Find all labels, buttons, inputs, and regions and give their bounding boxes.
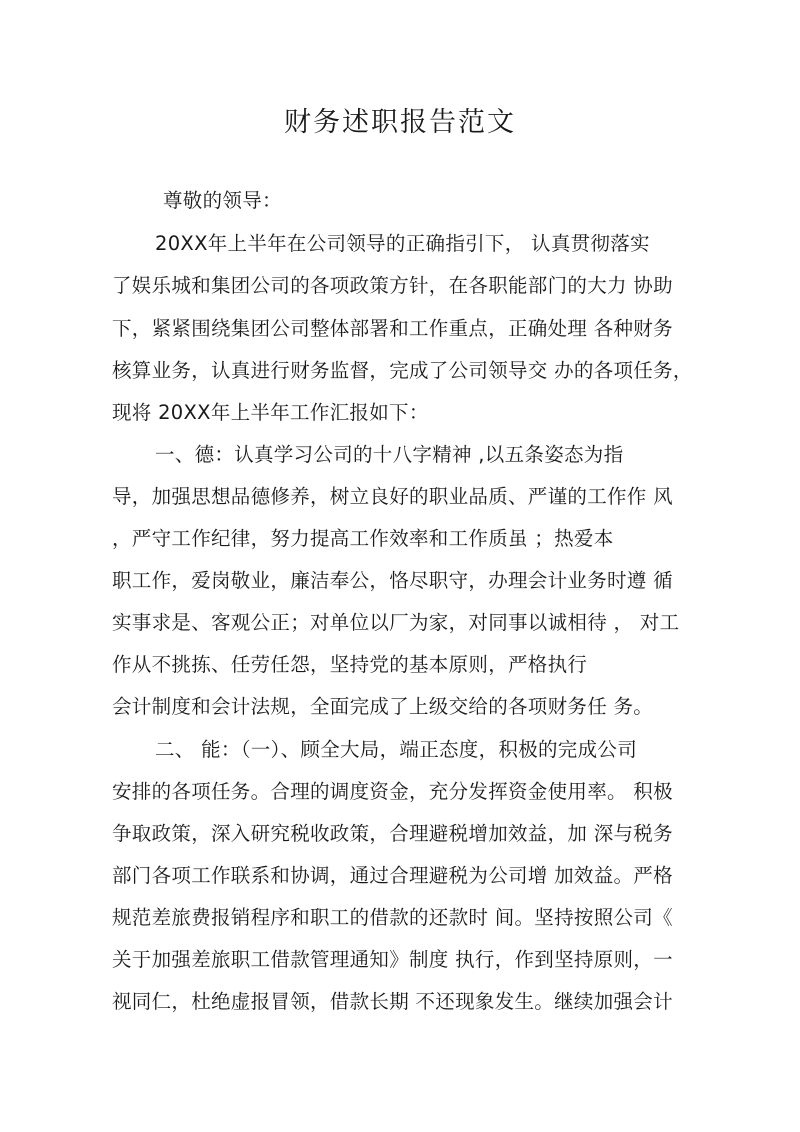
paragraph-line: 二、 能：（一）、顾全大局，端正态度，积极的完成公司 — [155, 738, 637, 761]
paragraph-line: 下，紧紧围绕集团公司整体部署和工作重点，正确处理 各种财务 — [112, 317, 673, 340]
paragraph-line: 核算业务，认真进行财务监督，完成了公司领导交 办的各项任务， — [112, 359, 693, 382]
paragraph-line: 安排的各项任务。合理的调度资金，充分发挥资金使用率。 积极 — [112, 780, 673, 803]
paragraph-line: 实事求是、客观公正；对单位以厂为家，对同事以诚相待 ， 对工 — [112, 611, 680, 634]
paragraph-line: 一、德：认真学习公司的十八字精神 ,以五条姿态为指 — [155, 443, 624, 466]
paragraph-line: 争取政策，深入研究税收政策，合理避税增加效益，加 深与税务 — [112, 822, 673, 845]
paragraph-line: 现将 20XX年上半年工作汇报如下： — [112, 401, 429, 424]
paragraph-line: 视同仁，杜绝虚报冒领，借款长期 不还现象发生。继续加强会计 — [112, 990, 673, 1013]
document-title: 财务述职报告范文 — [284, 107, 516, 138]
salutation-line: 尊敬的领导： — [163, 189, 282, 212]
paragraph-line: ，严守工作纪律，努力提高工作效率和工作质虽 ；热爱本 — [112, 527, 614, 550]
paragraph-line: 会计制度和会计法规，全面完成了上级交给的各项财务任 务。 — [112, 695, 654, 718]
paragraph-line: 作从不挑拣、任劳任怨，坚持党的基本原则，严格执行 — [112, 653, 588, 676]
paragraph-line: 部门各项工作联系和协调，通过合理避税为公司增 加效益。严格 — [112, 864, 673, 887]
paragraph-line: 关于加强差旅职工借款管理通知》制度 执行，作到坚持原则，一 — [112, 948, 673, 971]
paragraph-line: 导，加强思想品德修养，树立良好的职业品质、严谨的工作作 风 — [112, 485, 673, 508]
paragraph-line: 了娱乐城和集团公司的各项政策方针，在各职能部门的大力 协助 — [112, 274, 673, 297]
paragraph-line: 职工作，爱岗敬业，廉洁奉公，恪尽职守，办理会计业务时遵 循 — [112, 569, 673, 592]
paragraph-line: 20XX年上半年在公司领导的正确指引下， 认真贯彻落实 — [155, 232, 650, 255]
paragraph-line: 规范差旅费报销程序和职工的借款的还款时 间。坚持按照公司《 — [112, 906, 673, 929]
